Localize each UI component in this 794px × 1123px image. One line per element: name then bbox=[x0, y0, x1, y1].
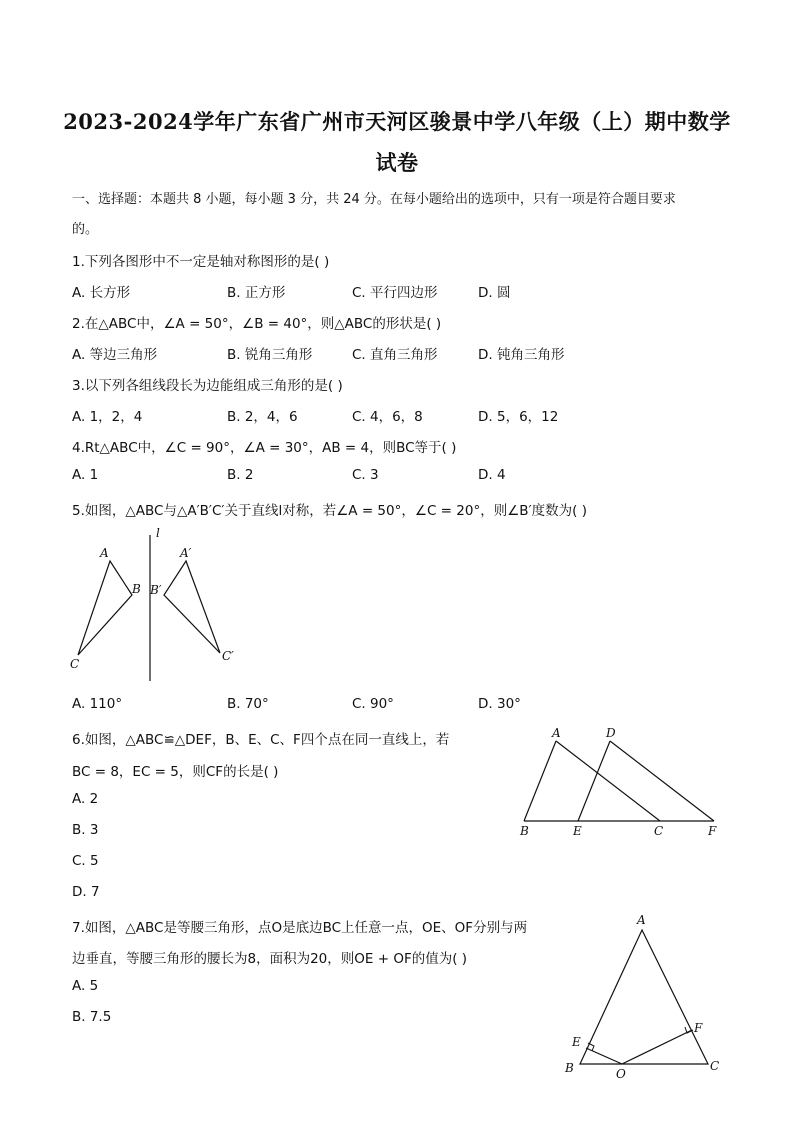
label-c-prime: C′ bbox=[222, 649, 234, 663]
question-2-option-c: C. 直角三角形 bbox=[352, 347, 438, 363]
label-a: A bbox=[637, 913, 646, 927]
label-a: A bbox=[552, 726, 561, 740]
question-5-figure bbox=[60, 525, 260, 690]
exam-title-line-1: 2023-2024学年广东省广州市天河区骏景中学八年级（上）期中数学 bbox=[63, 109, 731, 134]
label-f: F bbox=[708, 824, 717, 838]
question-4-option-d: D. 4 bbox=[478, 467, 506, 483]
label-o: O bbox=[616, 1067, 626, 1081]
label-c: C bbox=[70, 657, 80, 671]
question-7-text-line-1: 7.如图，△ABC是等腰三角形，点O是底边BC上任意一点，OE、OF分别与两 bbox=[72, 920, 528, 936]
question-1-option-b: B. 正方形 bbox=[227, 285, 286, 301]
label-c: C bbox=[654, 824, 664, 838]
label-b-prime: B′ bbox=[150, 583, 162, 597]
label-e: E bbox=[573, 824, 582, 838]
segment-of bbox=[622, 1030, 692, 1064]
question-1-option-a: A. 长方形 bbox=[72, 285, 131, 301]
segment-oe bbox=[586, 1048, 622, 1064]
question-6-option-a: A. 2 bbox=[72, 791, 99, 807]
question-7-text-line-2: 边垂直，等腰三角形的腰长为8，面积为20，则OE + OF的值为( ) bbox=[72, 951, 468, 967]
question-1-option-c: C. 平行四边形 bbox=[352, 285, 438, 301]
label-b: B bbox=[565, 1061, 574, 1075]
question-4-option-c: C. 3 bbox=[352, 467, 379, 483]
question-6-option-b: B. 3 bbox=[72, 822, 99, 838]
segment-de bbox=[578, 741, 610, 821]
question-4-option-b: B. 2 bbox=[227, 467, 254, 483]
label-c: C bbox=[710, 1059, 720, 1073]
question-7-figure bbox=[560, 910, 730, 1082]
question-7-option-a: A. 5 bbox=[72, 978, 99, 994]
question-3-option-b: B. 2，4，6 bbox=[227, 409, 298, 425]
label-f: F bbox=[694, 1021, 703, 1035]
question-4-option-a: A. 1 bbox=[72, 467, 99, 483]
question-6-text-line-2: BC = 8，EC = 5，则CF的长是( ) bbox=[72, 764, 279, 780]
question-3-option-d: D. 5，6，12 bbox=[478, 409, 559, 425]
question-3-text: 3.以下列各组线段长为边能组成三角形的是( ) bbox=[72, 378, 343, 394]
triangle-abc bbox=[580, 930, 708, 1064]
segment-ac bbox=[556, 741, 660, 821]
label-a: A bbox=[100, 546, 109, 560]
question-6-option-c: C. 5 bbox=[72, 853, 99, 869]
triangle-a2b2c2 bbox=[164, 561, 220, 653]
label-a-prime: A′ bbox=[180, 546, 192, 560]
label-e: E bbox=[572, 1035, 581, 1049]
question-6-figure bbox=[510, 725, 730, 840]
exam-title-line-2: 试卷 bbox=[375, 150, 419, 175]
question-1-text: 1.下列各图形中不一定是轴对称图形的是( ) bbox=[72, 254, 330, 270]
segment-df bbox=[610, 741, 714, 821]
question-3-option-a: A. 1，2，4 bbox=[72, 409, 143, 425]
question-2-option-d: D. 钝角三角形 bbox=[478, 347, 565, 363]
question-2-text: 2.在△ABC中，∠A = 50°，∠B = 40°，则△ABC的形状是( ) bbox=[72, 316, 442, 332]
question-6-option-d: D. 7 bbox=[72, 884, 100, 900]
section-intro-line-2: 的。 bbox=[72, 222, 99, 237]
question-5-text: 5.如图，△ABC与△A′B′C′关于直线l对称，若∠A = 50°，∠C = 20°，则∠B′度数为( ) bbox=[72, 503, 587, 519]
question-5-option-d: D. 30° bbox=[478, 696, 521, 712]
question-6-text-line-1: 6.如图，△ABC≌△DEF，B、E、C、F四个点在同一直线上，若 bbox=[72, 732, 450, 748]
triangle-abc bbox=[78, 561, 132, 655]
label-b: B bbox=[520, 824, 529, 838]
label-b: B bbox=[132, 582, 141, 596]
question-5-option-c: C. 90° bbox=[352, 696, 394, 712]
label-d: D bbox=[606, 726, 616, 740]
question-5-option-b: B. 70° bbox=[227, 696, 269, 712]
question-2-option-b: B. 锐角三角形 bbox=[227, 347, 313, 363]
section-intro-line-1: 一、选择题：本题共 8 小题，每小题 3 分，共 24 分。在每小题给出的选项中，只有一项是符合题目要求 bbox=[72, 192, 676, 207]
question-5-option-a: A. 110° bbox=[72, 696, 123, 712]
question-4-text: 4.Rt△ABC中，∠C = 90°，∠A = 30°，AB = 4，则BC等于( ) bbox=[72, 440, 457, 456]
question-3-option-c: C. 4，6，8 bbox=[352, 409, 423, 425]
label-l: l bbox=[156, 526, 160, 540]
question-2-option-a: A. 等边三角形 bbox=[72, 347, 158, 363]
question-7-option-b: B. 7.5 bbox=[72, 1009, 112, 1025]
segment-ab bbox=[524, 741, 556, 821]
question-1-option-d: D. 圆 bbox=[478, 285, 511, 301]
